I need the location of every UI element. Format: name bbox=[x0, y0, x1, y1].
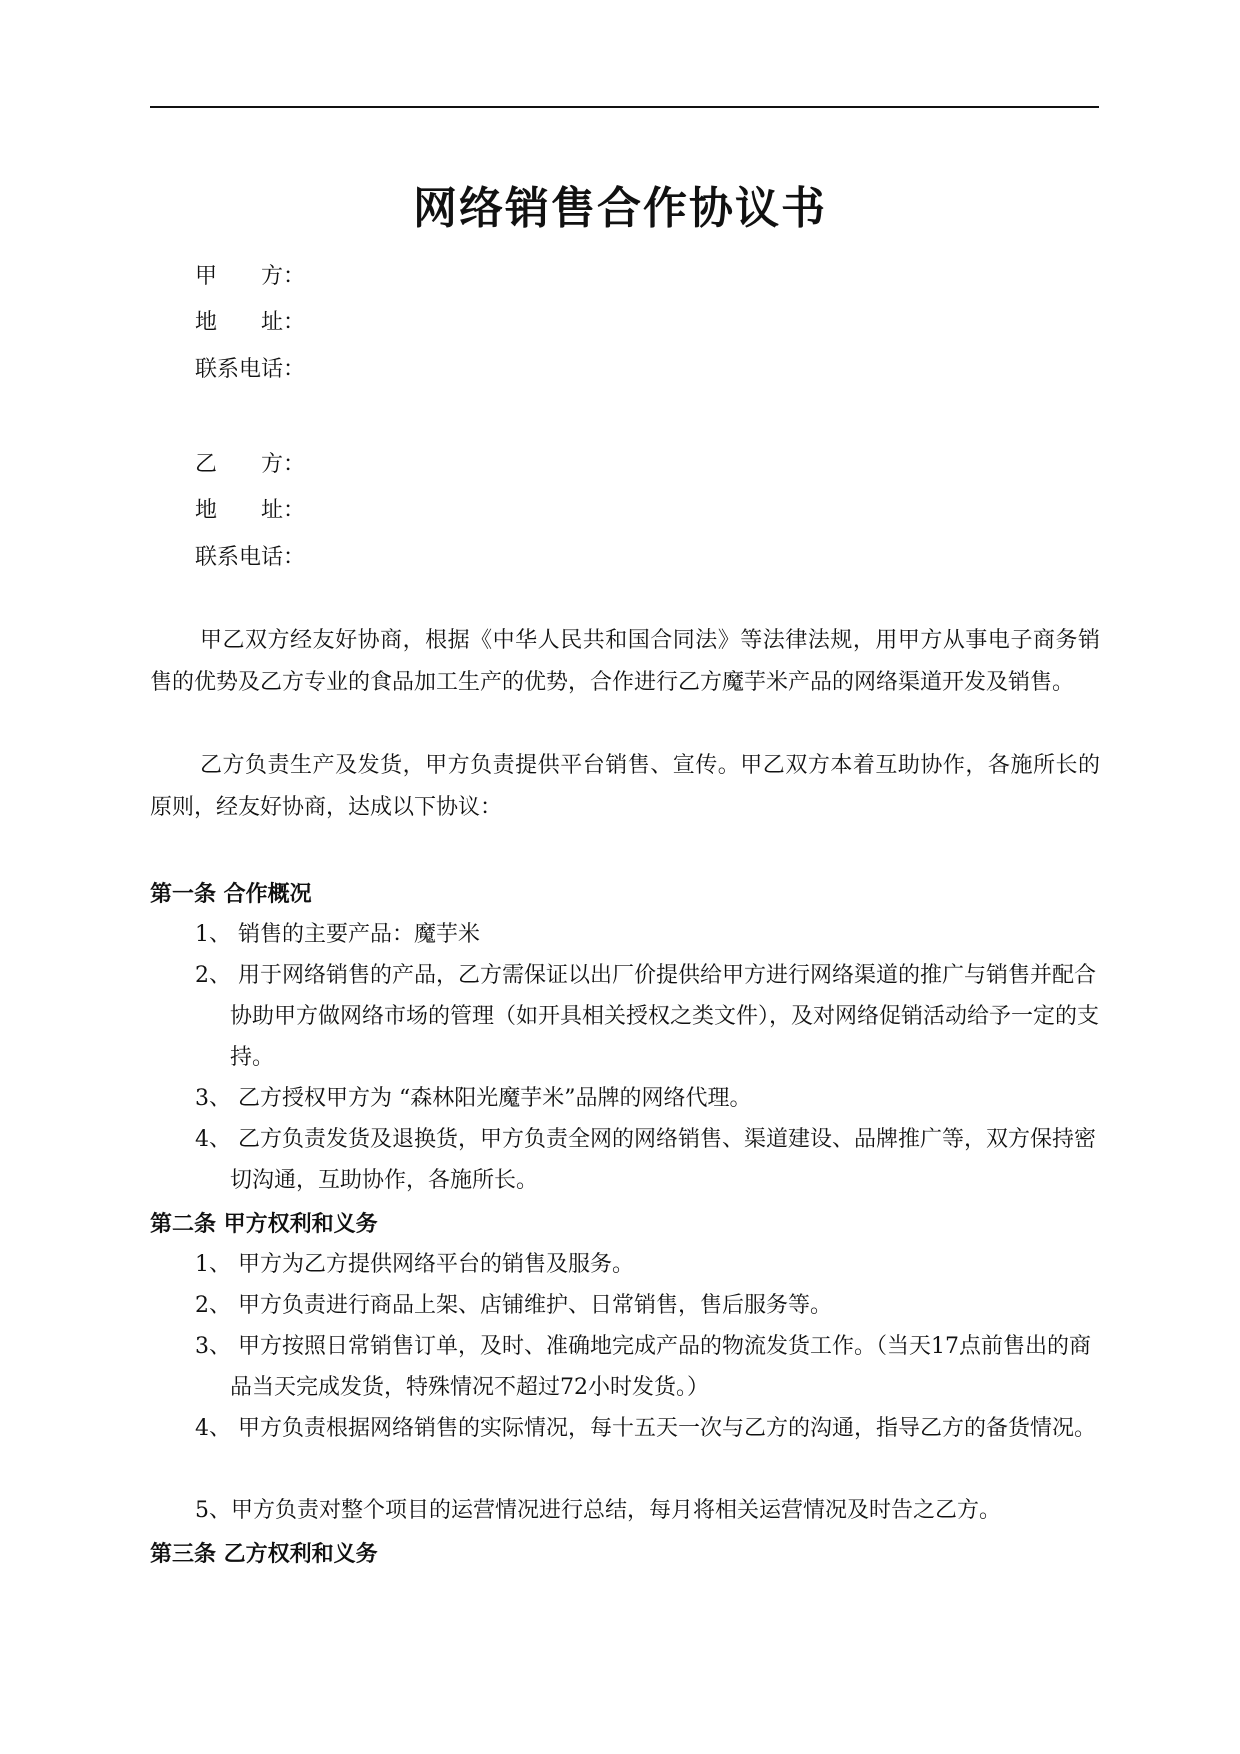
header-rule bbox=[150, 106, 1099, 108]
article-3-heading: 第三条 乙方权利和义务 bbox=[150, 1542, 378, 1567]
article-2-item-2 bbox=[195, 1285, 1100, 1326]
article-1-item-2 bbox=[195, 955, 1100, 1078]
item-text: 用于网络销售的产品，乙方需保证以出厂价提供给甲方进行网络渠道的推广与销售并配合协助甲方做网络市场的管理（如开具相关授权之类文件），及对网络促销活动给予一定的支持。 bbox=[230, 963, 1100, 1070]
article-1-item-4 bbox=[195, 1119, 1100, 1201]
item-number: 1、 bbox=[195, 922, 238, 947]
item-text: 销售的主要产品：魔芋米 bbox=[238, 922, 481, 947]
item-text: 乙方授权甲方为 “森林阳光魔芋米”品牌的网络代理。 bbox=[238, 1086, 752, 1111]
party-b-name-label: 乙 方： bbox=[195, 452, 306, 477]
item-text: 甲方负责进行商品上架、店铺维护、日常销售，售后服务等。 bbox=[238, 1293, 833, 1318]
article-2-heading: 第二条 甲方权利和义务 bbox=[150, 1212, 378, 1237]
article-1-heading: 第一条 合作概况 bbox=[150, 882, 312, 907]
party-b-phone-label: 联系电话： bbox=[195, 545, 306, 570]
article-1-item-3 bbox=[195, 1078, 1100, 1119]
item-text: 甲方为乙方提供网络平台的销售及服务。 bbox=[238, 1252, 635, 1277]
party-a-name-label: 甲 方： bbox=[195, 264, 306, 289]
article-2-item-5 bbox=[195, 1490, 1100, 1531]
item-text: 甲方负责对整个项目的运营情况进行总结，每月将相关运营情况及时告之乙方。 bbox=[231, 1498, 1002, 1523]
item-text: 甲方负责根据网络销售的实际情况，每十五天一次与乙方的沟通，指导乙方的备货情况。 bbox=[238, 1416, 1097, 1441]
item-text: 乙方负责发货及退换货，甲方负责全网的网络销售、渠道建设、品牌推广等，双方保持密切沟通，互助协作，各施所长。 bbox=[230, 1127, 1097, 1193]
item-number: 4、 bbox=[195, 1127, 238, 1152]
article-2-item-3 bbox=[195, 1326, 1100, 1408]
party-b-address-label: 地 址： bbox=[195, 498, 306, 523]
party-a-phone-label: 联系电话： bbox=[195, 357, 306, 382]
article-2-item-4 bbox=[195, 1408, 1100, 1449]
article-2-item-1 bbox=[195, 1244, 1100, 1285]
item-text: 甲方按照日常销售订单，及时、准确地完成产品的物流发货工作。（当天17点前售出的商品当天完成发货，特殊情况不超过72小时发货。） bbox=[230, 1334, 1091, 1400]
item-number: 5、 bbox=[195, 1498, 231, 1523]
item-number: 3、 bbox=[195, 1086, 238, 1111]
intro-paragraph-2: 乙方负责生产及发货，甲方负责提供平台销售、宣传。甲乙双方本着互助协作，各施所长的原则，经友好协商，达成以下协议： bbox=[150, 753, 1100, 820]
item-number: 2、 bbox=[195, 1293, 238, 1318]
article-1-item-1 bbox=[195, 914, 1100, 955]
document-title: 网络销售合作协议书 bbox=[413, 183, 827, 234]
intro-paragraph-1: 甲乙双方经友好协商，根据《中华人民共和国合同法》等法律法规，用甲方从事电子商务销售的优势及乙方专业的食品加工生产的优势，合作进行乙方魔芋米产品的网络渠道开发及销售。 bbox=[150, 628, 1100, 695]
item-number: 2、 bbox=[195, 963, 238, 988]
item-number: 3、 bbox=[195, 1334, 238, 1359]
party-a-address-label: 地 址： bbox=[195, 310, 306, 335]
item-number: 4、 bbox=[195, 1416, 238, 1441]
item-number: 1、 bbox=[195, 1252, 238, 1277]
